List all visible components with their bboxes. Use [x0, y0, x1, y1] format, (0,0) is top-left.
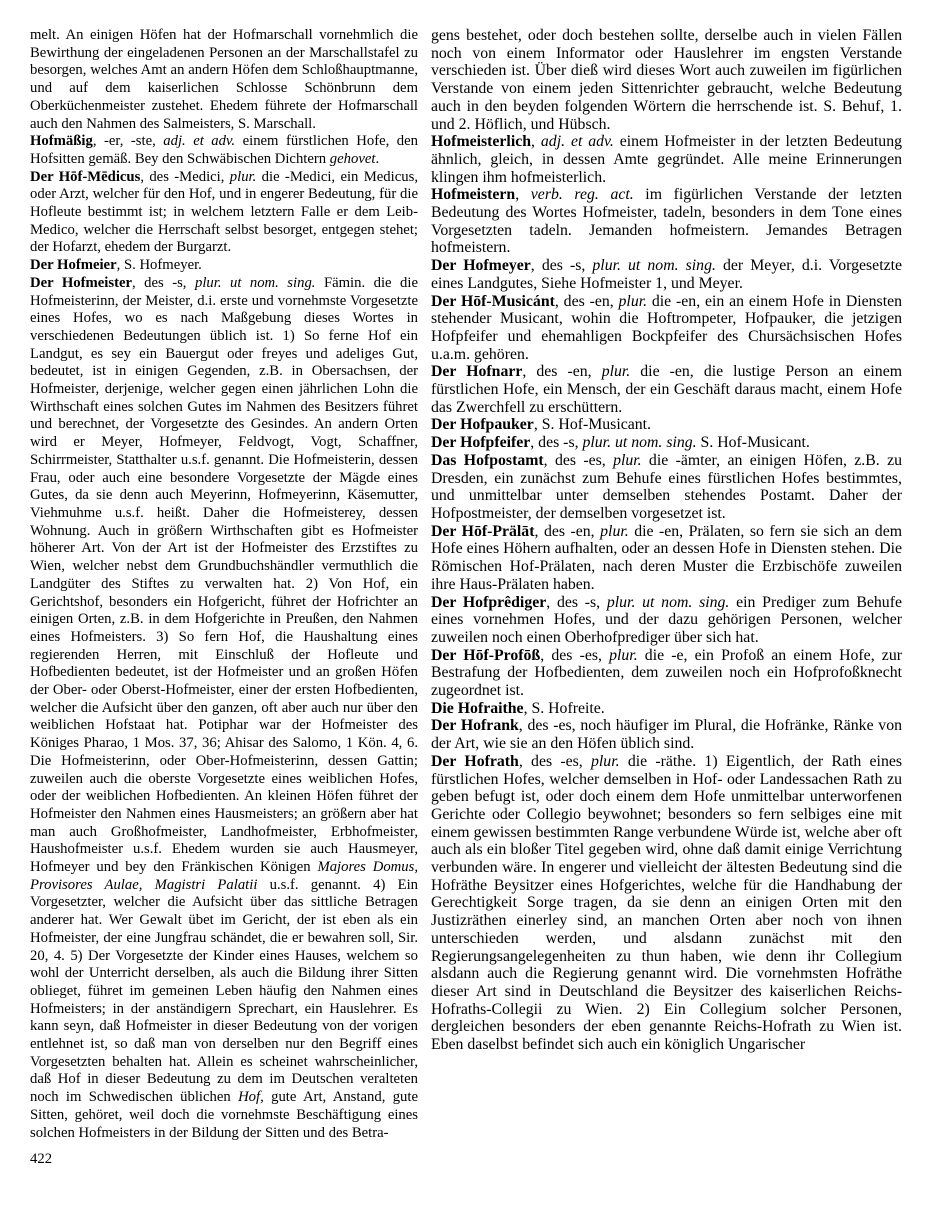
left-column: [30, 27, 418, 1142]
entry-hofpfeifer: [431, 434, 902, 452]
entry-hofrank: [431, 717, 902, 752]
entry-text: , des -en,: [522, 363, 602, 381]
headword: Der Hōf-Mēdicus: [30, 168, 141, 185]
headword: Der Hōf-Profōß: [431, 646, 541, 664]
entry-text: einem fürstlichen Hofe, den Hofsitten gemäß. Bey den Schwäbischen Dichtern: [30, 133, 419, 167]
entry-hofmeyer: [431, 257, 902, 292]
entry-hofpostamt: [431, 452, 902, 523]
grammar-tag: plur.: [601, 363, 631, 381]
headword: Der Hofpauker: [431, 416, 534, 434]
headword: Hofmeistern: [431, 186, 516, 204]
entry-text: die -en, ein an einem Hofe in Diensten stehender Musicant, wohin die Hoftrompeter, Hofpauker, die jetzigen Hofpfeifer und ehemahligen Bockpfeifer des Chursächsischen Hofes u.a.m. gehören.: [431, 292, 902, 363]
entry-hofpauker: [431, 416, 902, 434]
entry-hofnarr: [431, 363, 902, 416]
entry-hofmeistern: [431, 186, 902, 257]
entry-text: die -ämter, an einigen Höfen, z.B. zu Dresden, ein zunächst zum Behufe eines fürstlichen Hofes bestimmtes, und unmittelbar unter demselben stehendes Postamt. Daher der Hofpostmeister, der demselben vorgesetzet ist.: [431, 451, 902, 522]
entry-hofprediger: [431, 594, 902, 647]
headword: Das Hofpostamt: [431, 451, 544, 469]
grammar-tag: verb. reg. act.: [530, 186, 634, 204]
headword: Der Hōf-Prälāt: [431, 522, 535, 540]
entry-hofmeister-tail: [431, 27, 902, 133]
grammar-tag: plur.: [229, 168, 257, 185]
entry-hofmarschall-tail: [30, 27, 418, 133]
right-column: [431, 27, 902, 1054]
grammar-tag: plur.: [609, 646, 638, 664]
entry-text: die -e, ein Profoß an einem Hofe, zur Bestrafung der Hofbedienten, dem zuweilen noch ein Hofprofoßknecht zugeordnet ist.: [431, 646, 902, 700]
text-columns: [30, 27, 935, 1142]
headword: Der Hofrank: [431, 717, 519, 735]
headword: Der Hofmeyer: [431, 257, 531, 275]
entry-text: , S. Hofreite.: [523, 699, 605, 717]
entry-hofraithe: [431, 700, 902, 718]
page-number: 422: [30, 1151, 53, 1168]
headword: Der Hofrath: [431, 752, 519, 770]
entry-text: , des -s,: [132, 274, 195, 291]
grammar-tag: plur.: [600, 522, 629, 540]
grammar-tag: plur. ut nom. sing.: [592, 257, 716, 275]
grammar-tag: plur. ut nom. sing.: [582, 434, 697, 452]
entry-text: der Meyer, d.i. Vorgesetzte eines Landgutes, Siehe Hofmeister 1, und Meyer.: [431, 257, 902, 292]
entry-text: , des -es,: [540, 646, 610, 664]
entry-text: , des -Medici,: [140, 168, 230, 185]
headword: Der Hofprêdiger: [431, 593, 547, 611]
entry-text: , des -s,: [546, 593, 607, 611]
entry-text: die -en, Prälaten, so fern sie sich an dem Hofe eines Höhern aufhalten, oder an dessen Hofe in Diensten stehen. Die Römischen Hof-Prälaten, nach deren Muster die Erzbischöfe zuweilen ihre Haus-Prälaten haben.: [431, 522, 902, 593]
headword: Die Hofraithe: [431, 699, 524, 717]
entry-hofmeister: [30, 275, 418, 1142]
entry-text: ein Prediger zum Behufe eines vornehmen Hofes, und der dazu gehörigen Personen, welcher zuweilen noch einen Oberhofprediger über sich hat.: [431, 593, 902, 646]
entry-hofmeisterlich: [431, 133, 902, 186]
grammar-tag: plur.: [591, 752, 620, 770]
headword: Der Hofpfeifer: [431, 434, 531, 452]
headword: Der Hofnarr: [431, 363, 523, 381]
entry-text: ,: [531, 133, 541, 151]
grammar-tag: gehovet: [329, 150, 376, 167]
entry-hof-medicus: [30, 169, 418, 258]
entry-hof-profoss: [431, 647, 902, 700]
entry-text: , des -en,: [534, 522, 601, 540]
entry-text: , S. Hof-Musicant.: [533, 416, 651, 434]
entry-text: die -en, die lustige Person an einem fürstlichen Hofe, ein Mensch, der ein Geschäft daraus macht, einem Hofe das Zwerchfell zu erschüttern.: [431, 363, 902, 416]
entry-text: , des -es,: [518, 752, 592, 770]
entry-hofmeier: [30, 257, 418, 275]
grammar-tag: plur. ut nom. sing.: [606, 593, 730, 611]
entry-text: im figürlichen Verstande der letzten Bedeutung des Wortes Hofmeister, tadeln, besonders in dem Tone eines Vorgesetzten tadeln. Jemanden hofmeistern. Jemandes Betragen hofmeistern.: [431, 186, 902, 257]
entry-hofmaessig: [30, 133, 418, 168]
entry-text: gute Art, Anstand, gute Sitten, gehöret, weil doch die vornehmste Beschäftigung eines solchen Hofmeisters in der Bildung der Sitten und des Betra-: [30, 1089, 418, 1141]
headword: Hofmäßig: [30, 133, 93, 150]
headword: Der Hōf-Musicánt: [431, 292, 555, 310]
entry-text: , des -es, noch häufiger im Plural, die Hofränke, Ränke von der Art, wie sie an den Höfen üblich sind.: [431, 717, 902, 753]
grammar-tag: Majores Domus, Provisores Aulae, Magistri Palatii: [30, 859, 418, 893]
grammar-tag: plur.: [618, 292, 648, 310]
entry-hofrath: [431, 753, 902, 1054]
entry-text: einem Hofmeister in der letzten Bedeutung ähnlich, gleich, in dessen Amte gegründet. Alle meine Erinnerungen klingen ihm hofmeisterlich.: [431, 133, 902, 186]
entry-hof-praelat: [431, 523, 902, 594]
entry-text: die -räthe. 1) Eigentlich, der Rath eines fürstlichen Hofes, welcher demselben in Hof- oder Landessachen Rath zu geben befugt ist, oder doch einem dem Hofe unmittelbar unterworfenen Gerichte oder Collegio beywohnet; besonders so fern selbiges eine mit einem gewissen bestimmten Range verbundene Würde ist, welche aber oft auch als ein bloßer Titel gegeben wird, ohne daß damit einige Verrichtung verbunden wäre. In engerer und vielleicht der ältesten Bedeutung sind die Hofräthe Beysitzer eines Hofgerichtes, welche für die Handhabung der Gerechtigkeit Sorge tragen, da sie denn an einigen Orten mit den Justizräthen einerley sind, an manchen Orten aber noch von ihnen unterschieden werden, und alsdann zunächst mit den Regierungsangelegenheiten zu thun haben, wie denn ihr Collegium alsdann auch die Regierung genannt wird. Die vornehmsten Hofräthe dieser Art sind in Deutschland die Beysitzer des kaiserlichen Reichs-Hofraths-Collegii zu Wien. 2) Ein Collegium solcher Personen, dergleichen besonders der eben genannte Reichs-Hofrath zu Wien ist. Eben daselbst befindet sich auch ein königlich Ungarischer: [431, 752, 903, 1054]
grammar-tag: adj. et adv.: [163, 133, 236, 150]
entry-text: , -er, -ste,: [92, 133, 164, 150]
entry-text: , S. Hofmeyer.: [116, 257, 202, 274]
entry-text: .: [375, 150, 380, 167]
entry-text: Fämin. die die Hofmeisterinn, der Meister, d.i. erste und vornehmste Vorgesetzte eines Hofes, wo es nach Maßgebung dieses Wortes in verschiedenen Bedeutungen üblich ist. 1) So ferne Hof ein Landgut, es sey ein Bauergut oder freyes und adeliges Gut, bedeutet, ist in einigen Gegenden, z.B. in Obersachsen, der Hofmeister, derjenige, welcher gegen einen jährlichen Lohn die Wirthschaft eines solchen Gutes im Nahmen des Besitzers führet und berechnet, der Vorgesetzte des Gesindes. An andern Orten wird er Meyer, Hofmeyer, Feldvogt, Vogt, Schaffner, Schirrmeister, Statthalter u.s.f. genannt. Die Hofmeisterin, dessen Frau, oder auch eine besondere Vorgesetzte der Mägde eines Gutes, da sie denn auch Meyerinn, Hofmeyerinn, Käsemutter, Viehmuhme u.s.f. heißt. Daher die Hofmeisterey, dessen Wohnung. Auch in größern Wirthschaften gibt es Hofmeister höherer Art. Von der Art ist der Hofmeister des Erzstiftes zu Wien, welcher nebst dem Grundbuchshändler vermuthlich die Landgüter des Stiftes zu verwalten hat. 2) Von Hof, ein Gerichtshof, besonders ein Hofgericht, führet der Hofrichter an einigen Orten, z.B. in dem Hofgerichte in Preußen, den Nahmen eines Hofmeisters. 3) So fern Hof, die Haushaltung eines regierenden Herren, mit Einschluß der Hofleute und Hofbedienten bedeutet, ist der Hofmeister und an großen Höfen der Ober- oder Oberst-Hofmeister, einer der ersten Hofbedienten, welcher die Aufsicht über den ganzen, oft aber auch nur über den weiblichen Hofstaat hat. Potiphar war der Hofmeister des Königes Pharao, 1 Mos. 37, 36; Ahisar des Salomo, 1 Kön. 4, 6. Die Hofmeisterinn, oder Ober-Hofmeisterinn, dessen Gattin; zuweilen auch die oberste Vorgesetzte eines weiblichen Hofes, oder der weiblichen Hofbedienten. An kleinen Höfen führet der Hofmeister den Nahmen eines Hausmeisters; an größern aber hat man auch Großhofmeister, Landhofmeister, Erbhofmeister, Haushofmeister u.s.f. Ehedem wurden sie auch Hausmeyer, Hofmeyer und bey den Fränkischen Königen: [30, 274, 418, 876]
headword: Hofmeisterlich: [431, 133, 532, 151]
entry-text: , des -es,: [543, 451, 614, 469]
grammar-tag: plur.: [613, 451, 642, 469]
entry-text: u.s.f. genannt. 4) Ein Vorgesetzter, welcher die Aufsicht über das sittliche Betragen anderer hat. Wer Gewalt übet im Gericht, der ist eben als ein Hofmeister, der eine Jungfrau schändet, die er bewahren soll, Sir. 20, 4. 5) Der Vorgesetzte der Kinder eines Hauses, welchem so wohl der Unterricht derselben, als auch die Bildung ihrer Sitten oblieget, führet im gemeinen Leben häufig den Nahmen eines Hofmeisters; in der anständigern Sprechart, ein Hauslehrer. Es kann seyn, daß Hofmeister in dieser Bedeutung von der vorigen entlehnet ist, so daß man von derselben nur den Begriff eines Vorgesetzten behalten hat. Allein es scheinet wahrscheinlicher, daß Hof in dieser Bedeutung zu dem im Deutschen veralteten noch im Schwedischen üblichen: [30, 876, 419, 1106]
grammar-tag: plur. ut nom. sing.: [194, 274, 316, 291]
entry-text: S. Hof-Musicant.: [696, 434, 810, 452]
entry-text: ,: [515, 186, 531, 204]
entry-text: die -Medici, ein Medicus, oder Arzt, welcher für den Hof, und in engerer Bedeutung, für die Hofleute bestimmt ist; in welchem letztern Falle er dem Leib-Medico, welcher die Herrschaft selbst besorget, entgegen stehet; der Hofarzt, ehedem der Burgarzt.: [30, 168, 418, 256]
entry-text: gens bestehet, oder doch bestehen sollte, derselbe auch in vielen Fällen noch von einem Informator oder Hauslehrer im engsten Verstande verschieden ist. Über dieß wird dieses Wort auch zuweilen im figürlichen Verstande von einem jeden Sittenrichter gebraucht, welche Bedeutung auch in den beyden folgenden Wörtern die herrschende ist. S. Behuf, 1. und 2. Höflich, und Hübsch.: [431, 27, 902, 133]
entry-text: , des -en,: [554, 292, 619, 310]
headword: Der Hofmeister: [30, 274, 132, 291]
entry-hof-musicant: [431, 293, 902, 364]
entry-text: , des -s,: [530, 257, 593, 275]
grammar-tag: Hof,: [238, 1089, 264, 1106]
grammar-tag: adj. et adv.: [540, 133, 614, 151]
entry-text: , des -s,: [530, 434, 583, 452]
entry-text: melt. An einigen Höfen hat der Hofmarschall vornehmlich die Bewirthung der eingeladenen Personen an der Marschallstafel zu besorgen, welches Amt an andern Höfen dem Schloßhauptmanne, und auf dem kaiserlichen Schlosse Schönbrunn dem Oberküchenmeister zustehet. Ehedem führete der Hofmarschall auch den Nahmen des Salmeisters, S. Marschall.: [30, 27, 418, 132]
headword: Der Hofmeier: [30, 257, 117, 274]
